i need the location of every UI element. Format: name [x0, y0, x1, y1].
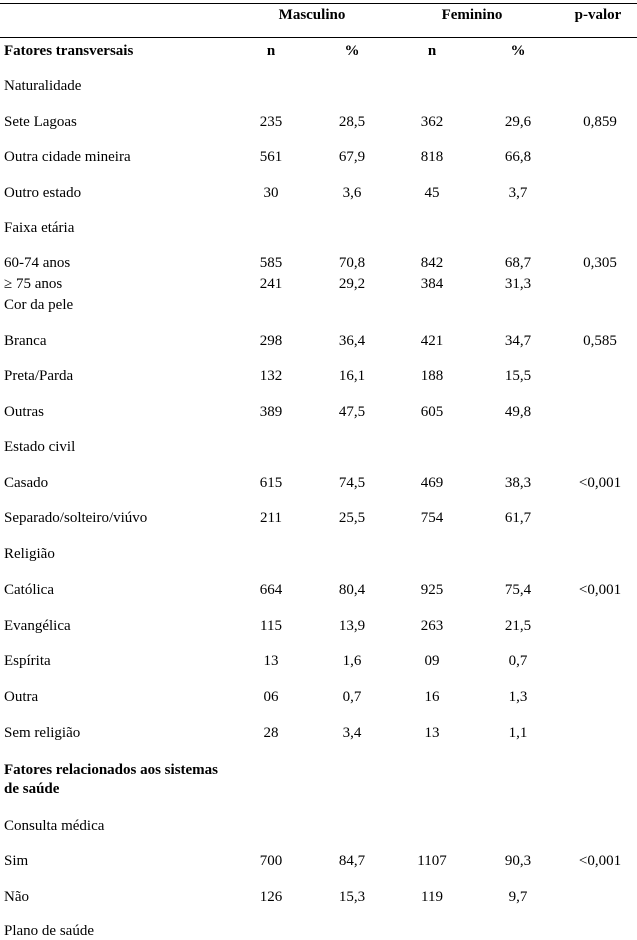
cell-masculino-n: 389 — [259, 404, 283, 420]
cell-feminino-pct: 38,3 — [504, 475, 532, 491]
cell-pvalor: 0,305 — [583, 255, 617, 271]
cell-feminino-pct: 34,7 — [504, 333, 532, 349]
cell-masculino-pct: 84,7 — [338, 853, 366, 869]
cell-masculino-pct: 47,5 — [338, 404, 366, 420]
row-label: Católica — [4, 582, 54, 598]
cell-feminino-n: 925 — [420, 582, 444, 598]
cell-masculino-n: 585 — [259, 255, 283, 271]
cell-feminino-n: 362 — [420, 114, 444, 130]
cell-masculino-n: 06 — [263, 689, 279, 705]
cell-feminino-n: 16 — [424, 689, 440, 705]
cell-feminino-pct: 1,1 — [508, 725, 528, 741]
category-label: Religião — [4, 546, 55, 562]
cell-feminino-n: 263 — [420, 618, 444, 634]
cell-masculino-n: 235 — [259, 114, 283, 130]
cell-feminino-pct: 0,7 — [508, 653, 528, 669]
cell-feminino-pct: 66,8 — [504, 149, 532, 165]
subheader-n-masculino: n — [266, 43, 276, 59]
row-label: Outras — [4, 404, 44, 420]
cell-pvalor: <0,001 — [578, 475, 622, 491]
cell-masculino-n: 615 — [259, 475, 283, 491]
cell-feminino-pct: 68,7 — [504, 255, 532, 271]
row-label: Casado — [4, 475, 49, 491]
cell-pvalor: 0,585 — [583, 333, 617, 349]
category-label: Cor da pele — [4, 297, 74, 313]
cell-masculino-pct: 80,4 — [338, 582, 366, 598]
cell-masculino-pct: 36,4 — [338, 333, 366, 349]
category-label: Estado civil — [4, 439, 76, 455]
cell-feminino-pct: 21,5 — [504, 618, 532, 634]
cell-pvalor: <0,001 — [578, 582, 622, 598]
cell-masculino-n: 28 — [263, 725, 279, 741]
category-label: Consulta médica — [4, 818, 105, 834]
cell-feminino-n: 119 — [421, 889, 443, 905]
cell-masculino-n: 30 — [263, 185, 279, 201]
row-label: ≥ 75 anos — [4, 276, 63, 292]
cell-masculino-pct: 1,6 — [342, 653, 362, 669]
cell-masculino-pct: 0,7 — [342, 689, 362, 705]
table-top-rule — [0, 3, 637, 4]
cell-masculino-n: 664 — [259, 582, 283, 598]
cell-feminino-pct: 29,6 — [504, 114, 532, 130]
row-label: Preta/Parda — [4, 368, 74, 384]
cell-masculino-pct: 28,5 — [338, 114, 366, 130]
cell-feminino-n: 842 — [420, 255, 444, 271]
cell-masculino-n: 115 — [260, 618, 282, 634]
row-label: Outra — [4, 689, 39, 705]
subheader-pct-feminino: % — [510, 43, 526, 59]
category-label: Faixa etária — [4, 220, 75, 236]
cell-masculino-pct: 70,8 — [338, 255, 366, 271]
cell-feminino-pct: 1,3 — [508, 689, 528, 705]
cell-masculino-pct: 67,9 — [338, 149, 366, 165]
section-title-sistemas-saude: Fatores relacionados aos sistemas de saúde — [4, 762, 219, 797]
cell-feminino-pct: 15,5 — [504, 368, 532, 384]
cell-feminino-pct: 90,3 — [504, 853, 532, 869]
cell-feminino-n: 605 — [420, 404, 444, 420]
cell-masculino-n: 700 — [259, 853, 283, 869]
cell-masculino-n: 298 — [259, 333, 283, 349]
row-label: Sete Lagoas — [4, 114, 77, 130]
row-label: Sim — [4, 853, 29, 869]
category-label: Naturalidade — [4, 78, 82, 94]
row-label: 60-74 anos — [4, 255, 71, 271]
cell-feminino-n: 469 — [420, 475, 444, 491]
row-label: Espírita — [4, 653, 51, 669]
cell-masculino-pct: 29,2 — [338, 276, 366, 292]
cell-feminino-n: 45 — [424, 185, 440, 201]
cell-feminino-n: 384 — [420, 276, 444, 292]
cell-masculino-n: 561 — [259, 149, 283, 165]
section-title-transversais: Fatores transversais — [4, 43, 134, 59]
cell-feminino-pct: 61,7 — [504, 510, 532, 526]
header-feminino: Feminino — [441, 7, 503, 23]
row-label: Evangélica — [4, 618, 71, 634]
cell-masculino-pct: 3,4 — [342, 725, 362, 741]
cell-masculino-pct: 16,1 — [338, 368, 366, 384]
header-masculino: Masculino — [278, 7, 346, 23]
cell-masculino-pct: 13,9 — [338, 618, 366, 634]
cell-pvalor: <0,001 — [578, 853, 622, 869]
category-label: Plano de saúde — [4, 923, 94, 939]
row-label: Separado/solteiro/viúvo — [4, 510, 148, 526]
cell-feminino-pct: 31,3 — [504, 276, 532, 292]
cell-masculino-pct: 3,6 — [342, 185, 362, 201]
row-label: Sem religião — [4, 725, 81, 741]
cell-masculino-n: 13 — [263, 653, 279, 669]
cell-masculino-n: 211 — [260, 510, 282, 526]
cell-feminino-n: 1107 — [417, 853, 447, 869]
cell-feminino-n: 818 — [420, 149, 444, 165]
subheader-n-feminino: n — [427, 43, 437, 59]
cell-feminino-n: 421 — [420, 333, 444, 349]
cell-feminino-n: 09 — [424, 653, 440, 669]
cell-feminino-pct: 3,7 — [508, 185, 528, 201]
cell-masculino-pct: 15,3 — [338, 889, 366, 905]
cell-masculino-n: 132 — [259, 368, 283, 384]
cell-feminino-n: 188 — [420, 368, 444, 384]
row-label: Não — [4, 889, 29, 905]
cell-pvalor: 0,859 — [583, 114, 617, 130]
cell-masculino-n: 241 — [259, 276, 283, 292]
cell-feminino-pct: 9,7 — [508, 889, 528, 905]
cell-feminino-pct: 75,4 — [504, 582, 532, 598]
cell-masculino-pct: 74,5 — [338, 475, 366, 491]
row-label: Outra cidade mineira — [4, 149, 131, 165]
cell-feminino-n: 13 — [424, 725, 440, 741]
cell-masculino-n: 126 — [259, 889, 283, 905]
subheader-pct-masculino: % — [344, 43, 360, 59]
cell-feminino-n: 754 — [420, 510, 444, 526]
row-label: Outro estado — [4, 185, 82, 201]
header-pvalor: p-valor — [574, 7, 622, 23]
cell-feminino-pct: 49,8 — [504, 404, 532, 420]
header-bottom-rule — [0, 37, 637, 38]
row-label: Branca — [4, 333, 47, 349]
cell-masculino-pct: 25,5 — [338, 510, 366, 526]
